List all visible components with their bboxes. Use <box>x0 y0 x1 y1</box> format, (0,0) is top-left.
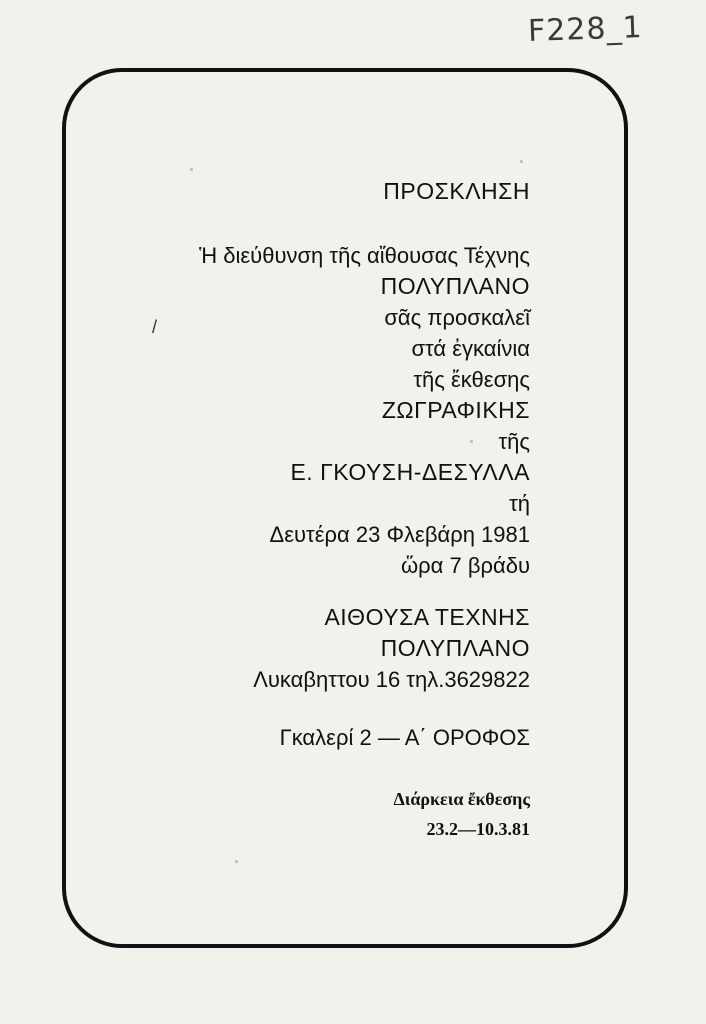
invitation-line: ΖΩΓΡΑΦΙΚΗΣ <box>381 397 530 423</box>
gallery-floor-block <box>280 722 530 753</box>
invitation-line: στά ἐγκαίνια <box>411 336 530 361</box>
duration-dates: 23.2—10.3.81 <box>426 819 530 839</box>
stray-pen-mark: / <box>152 317 158 337</box>
paper-speck <box>190 168 193 171</box>
venue-name-line2: ΠΟΛΥΠΛΑΝΟ <box>380 635 530 661</box>
invitation-heading-block <box>383 176 530 207</box>
paper-speck <box>520 160 523 163</box>
invitation-heading: ΠΡΟΣΚΛΗΣΗ <box>383 178 530 204</box>
opening-date: Δευτέρα 23 Φλεβάρη 1981 <box>269 522 530 547</box>
opening-time: ὥρα 7 βράδυ <box>400 553 530 578</box>
duration-label: Διάρκεια ἔκθεσης <box>393 789 530 809</box>
artist-name: Ε. ΓΚΟΥΣΗ-ΔΕΣΥΛΛΑ <box>290 459 530 485</box>
venue-block <box>253 602 530 695</box>
invitation-line: σᾶς προσκαλεῖ <box>384 305 530 330</box>
duration-block <box>394 784 530 844</box>
invitation-line: Ἡ διεύθυνση τῆς αἴθουσας Τέχνης <box>199 243 530 268</box>
invitation-body <box>199 240 530 581</box>
invitation-line: τῆς <box>498 429 530 454</box>
invitation-line: τή <box>509 491 530 516</box>
gallery-floor: Γκαλερί 2 — Α΄ ΟΡΟΦΟΣ <box>279 725 530 750</box>
paper-speck <box>235 860 238 863</box>
venue-address: Λυκαβηττου 16 τηλ.3629822 <box>253 667 530 692</box>
invitation-line: τῆς ἔκθεσης <box>413 367 530 392</box>
handwritten-catalog-mark: F228_1 <box>527 10 644 49</box>
venue-name-line1: ΑΙΘΟΥΣΑ ΤΕΧΝΗΣ <box>324 604 530 630</box>
invitation-line: ΠΟΛΥΠΛΑΝΟ <box>380 273 530 299</box>
